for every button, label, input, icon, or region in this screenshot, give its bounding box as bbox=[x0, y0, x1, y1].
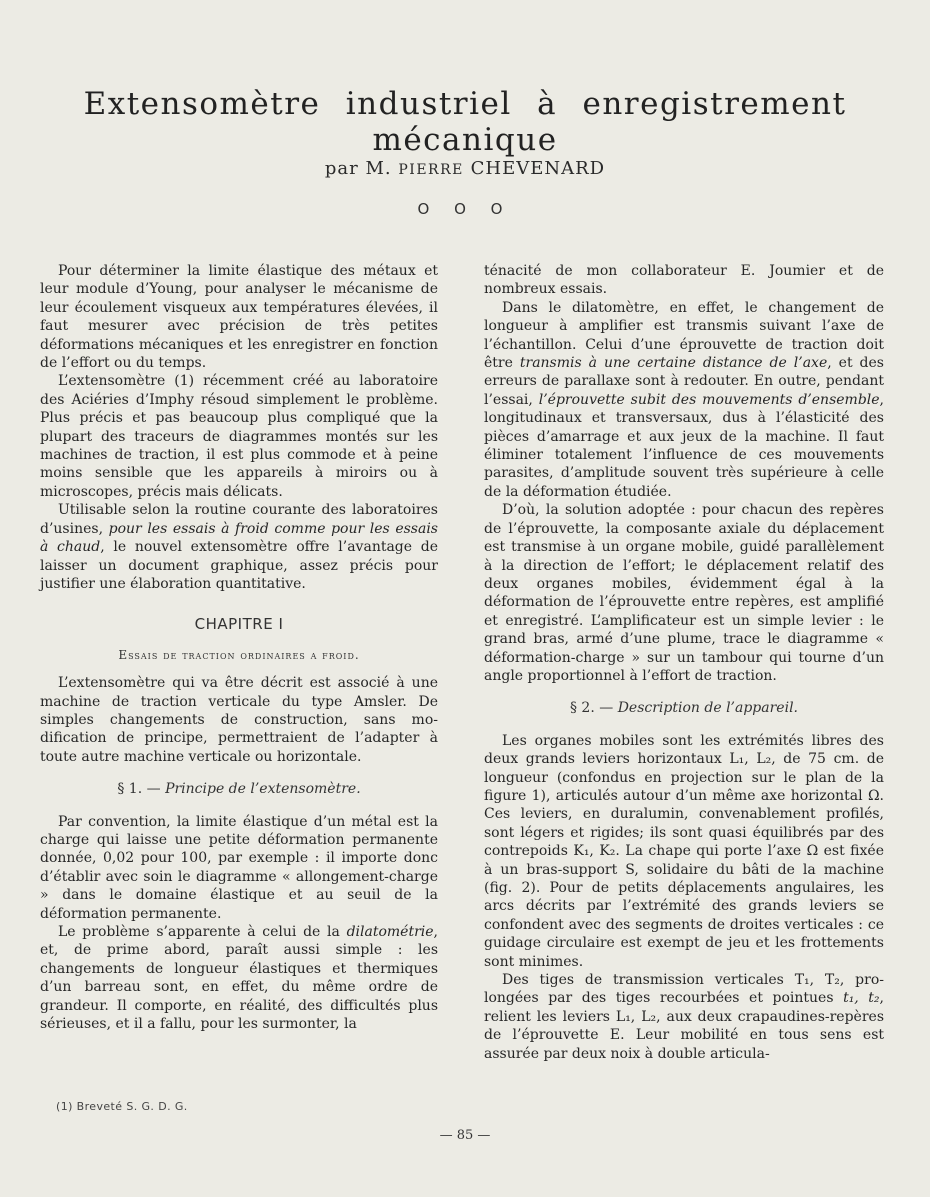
right-column bbox=[484, 262, 884, 1063]
article-title: Extensomètre industriel à enregistrement mécanique bbox=[83, 86, 847, 158]
paragraph: Dans le dilatomètre, en effet, le changement de longueur à amplifier est transmis suivant l’axe de l’échantillon. Celui d’une éprouvette de traction doit être transmis à une certaine distance de l’axe, et des erreurs de parallaxe sont à redouter. En outre, pendant l’essai, l’éprouvette subit des mouvements d’ensemble, longitudinaux et transversaux, dus à l’élasticité des pièces d’amarrage et aux jeux de la machine. Il faut éliminer totalement l’influence de ces mouvements parasites, d’amplitude souvent très supérieure à celle de la déformation étudiée. bbox=[484, 299, 884, 500]
emphasis-text: dilatométrie bbox=[346, 924, 434, 940]
emphasis-text: l’éprouvette subit des mouvements d’ensemble bbox=[538, 391, 880, 408]
section-heading: § 2. — Description de l’appareil. bbox=[569, 700, 798, 717]
emphasis-text: transmis à une certaine distance de l’axe bbox=[519, 355, 828, 372]
paragraph: Des tiges de transmission verticales T₁, T₂, prolongées par des tiges recourbées et pointues t₁, t₂, relient les leviers L₁, L₂, aux deux crapaudines-repères de l’éprouvette E. Leur mobilité en tous sens est assurée par deux noix à double articula- bbox=[484, 972, 884, 1062]
emphasis-text: t₁, t₂ bbox=[843, 990, 880, 1007]
paragraph: L’extensomètre (1) récemment créé au laboratoire des Aciéries d’Imphy résoud simplement le problème. Plus précis et pas beaucoup plus compliqué que la plupart des traceurs de diagrammes montés sur les machines de traction, il est plus commode et à peine moins sensible que les appareils à miroirs ou à microscopes, précis mais délicats. bbox=[40, 373, 438, 500]
author-first-name: PIERRE bbox=[398, 162, 464, 178]
paragraph: D’où, la solution adoptée : pour chacun des repères de l’éprouvette, la composante axiale du déplacement est transmise à un organe mobile, guidé parallèlement à la direction de l’effort; le déplacement relatif des deux organes mobiles, évidemment égal à la déformation de l’éprouvette entre repères, est amplifié et enregistré. L’amplificateur est un simple levier : le grand bras, armé d’une plume, trace le diagramme « déformation-charge » sur un tambour qui tourne d’un angle proportionnel à l’effort de traction. bbox=[484, 502, 884, 684]
byline bbox=[0, 158, 930, 179]
paragraph: Le problème s’apparente à celui de la dilatométrie, et, de prime abord, paraît aussi simple : les changements de longueur élastiques et thermiques d’un barreau sont, en effet, du même ordre de grandeur. Il comporte, en réalité, des difficultés plus sérieuses, et il a fallu, pour les surmonter, la bbox=[40, 924, 438, 1033]
paragraph: Utilisable selon la routine courante des laboratoires d’usines, pour les essais à froid comme pour les essais à chaud, le nouvel extensomètre offre l’avantage de laisser un document graphique, assez précis pour justifier une élaboration quantitative. bbox=[40, 502, 438, 592]
emphasis-text: pour les essais à froid comme pour les essais à chaud bbox=[40, 520, 438, 556]
byline-prefix: par M. bbox=[324, 158, 399, 179]
section-heading: § 1. — Principe de l’extensomètre. bbox=[117, 781, 361, 798]
author-last-name: CHEVENARD bbox=[470, 158, 606, 179]
chapter-subheading: Essais de traction ordinaires a froid. bbox=[118, 647, 360, 662]
paragraph: L’extensomètre qui va être décrit est associé à une machine de traction verticale du type Amsler. De simples changements de construction, sans modification de principe, permettraient de l’adapter à toute autre machine verticale ou horizontale. bbox=[40, 675, 438, 765]
left-column bbox=[40, 262, 438, 1033]
page-number: — 85 — bbox=[439, 1128, 491, 1143]
footnote: (1) Breveté S. G. D. G. bbox=[56, 1100, 188, 1113]
ornament-divider: O O O bbox=[417, 200, 513, 218]
paragraph: Pour déterminer la limite élastique des métaux et leur module d’Young, pour analyser le mécanisme de leur écoulement visqueux aux températures élevées, il faut mesurer avec précision de très petites déformations mécaniques et les enregistrer en fonction de l’effort ou du temps. bbox=[40, 263, 438, 372]
paragraph: ténacité de mon collaborateur E. Joumier et de nombreux essais. bbox=[484, 263, 884, 298]
paragraph: Les organes mobiles sont les extrémités libres des deux grands leviers horizontaux L₁, L₂, de 75 cm. de longueur (confondus en projection sur le plan de la figure 1), articulés autour d’un même axe horizontal Ω. Ces leviers, en duralumin, convenablement profilés, sont légers et rigides; ils sont quasi équilibrés par des contrepoids K₁, K₂. La chape qui porte l’axe Ω est fixée à un bras-support S, solidaire du bâti de la machine (fig. 2). Pour de petits déplacements angulaires, les arcs décrits par l’extrémité des grands leviers se confondent avec des segments de droites verticales : ce guidage circulaire est exempt de jeu et les frottements sont minimes. bbox=[484, 732, 884, 970]
chapter-heading: CHAPITRE I bbox=[194, 615, 284, 634]
paragraph: Par convention, la limite élastique d’un métal est la charge qui laisse une petite déformation permanente donnée, 0,02 pour 100, par exemple : il importe donc d’établir avec soin le diagramme « allongement-charge » dans le domaine élastique et au seuil de la déformation permanente. bbox=[40, 813, 438, 922]
